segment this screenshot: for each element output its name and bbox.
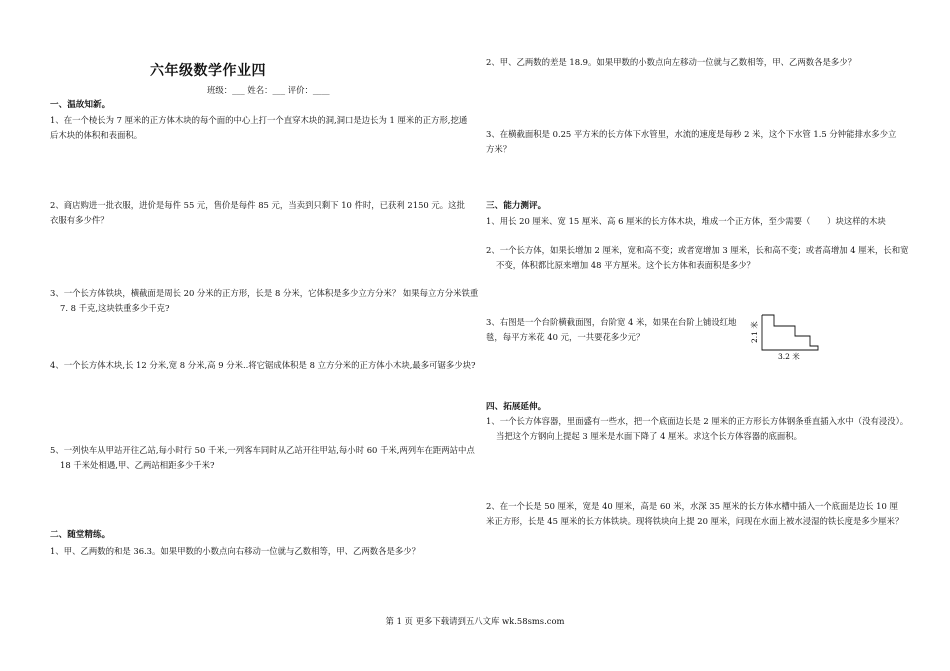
question-3-2: 2、一个长方体，如果长增加 2 厘米，宽和高不变；或者宽增加 3 厘米，长和高不变；或者高增加 4 厘米，长和宽不变，体积都比原来增加 48 平方厘米。这个长方体和表面积是多少？ [486,245,909,270]
staircase-outline [762,315,818,350]
figure-height-label: 2.1 米 [750,321,759,343]
question-1-2: 2、商店购进一批衣服，进价是每件 55 元，售价是每件 85 元，当卖到只剩下 10 件时，已获利 2150 元。这批衣服有多少件？ [50,200,465,225]
question-4-1: 1、一个长方体容器，里面盛有一些水，把一个底面边长是 2 厘米的正方形长方体钢条垂直插入水中（没有浸没）。当把这个方钢向上提起 3 厘米是水面下降了 4 厘米。求这个长方体容器的底面积。 [486,416,909,441]
student-info-line: 班级：___ 姓名：___ 评价：____ [207,85,330,95]
question-3-1: 1、用长 20 厘米、宽 15 厘米、高 6 厘米的长方体木块，堆成一个正方体，至少需要（ ）块这样的木块 [486,216,886,226]
question-2-1: 1、甲、乙两数的和是 36.3。如果甲数的小数点向右移动一位就与乙数相等，甲、乙两数各是多少？ [50,546,421,556]
page-footer: 第 1 页 更多下载请到五八文库 wk.58sms.com [385,616,565,626]
figure-width-label: 3.2 米 [778,352,800,361]
section-3-title: 三、能力测评。 [486,201,547,211]
question-4-2: 2、在一个长是 50 厘米，宽是 40 厘米，高是 60 米，水深 35 厘米的长方体水槽中插入一个底面是边长 10 厘米正方形，长是 45 厘米的长方体铁块。现将铁块向上提 20 厘米，问现在水面上被水浸湿的铁长度是多少厘米？ [486,501,904,526]
section-2-title: 二、随堂精练。 [50,530,111,540]
section-1-title: 一、温故知新。 [50,100,111,110]
question-3-3: 3、右图是一个台阶横截面图，台阶宽 4 米，如果在台阶上铺设红地毯，每平方米花 40 元，一共要花多少元？ [486,317,737,342]
question-1-3: 3、一个长方体铁块，横截面是周长 20 分米的正方形，长是 8 分米，它体积是多少立方分米？ 如果每立方分米铁重 7. 8 千克,这块铁重多少千克? [50,288,479,313]
section-4-title: 四、拓展延伸。 [486,402,547,412]
question-1-1: 1、在一个棱长为 7 厘米的正方体木块的每个面的中心上打一个直穿木块的洞,洞口是边长为 1 厘米的正方形,挖通后木块的体积和表面积。 [50,115,468,140]
page-title: 六年级数学作业四 [150,63,266,79]
staircase-figure [748,311,848,363]
question-2-2: 2、甲、乙两数的差是 18.9。如果甲数的小数点向左移动一位就与乙数相等，甲、乙两数各是多少？ [486,57,857,67]
question-2-3: 3、在横截面积是 0.25 平方米的长方体下水管里，水流的速度是每秒 2 米，这个下水管 1.5 分钟能排水多少立方米？ [486,129,897,154]
question-1-4: 4、一个长方体木块,长 12 分米,宽 8 分米,高 9 分米..将它锯成体积是 8 立方分米的正方体小木块,最多可锯多少块? [50,360,476,370]
question-1-5: 5、一列快车从甲站开往乙站,每小时行 50 千米,一列客车同时从乙站开往甲站,每小时 60 千米,两列车在距两站中点 18 千米处相遇,甲、乙两站相距多少千米? [50,445,475,470]
